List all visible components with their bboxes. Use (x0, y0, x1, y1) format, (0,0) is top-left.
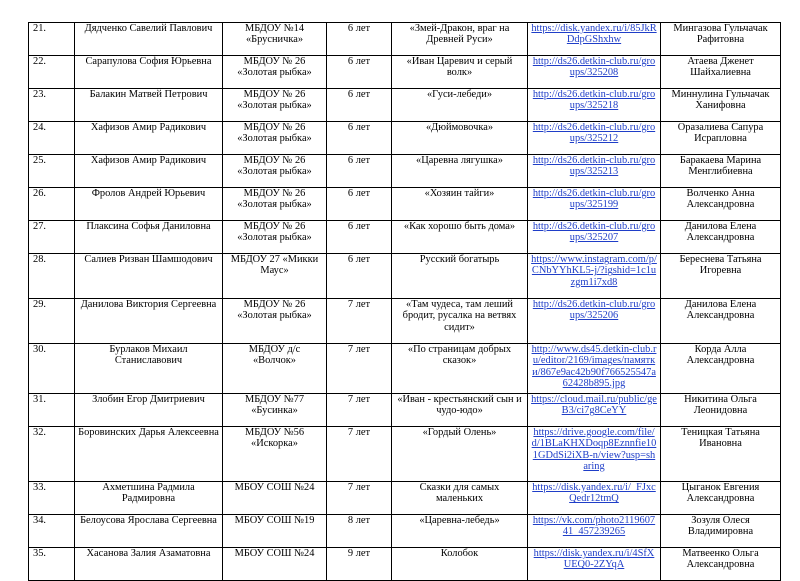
age: 6 лет (347, 89, 371, 100)
work-title: Сказки для самых маленьких (419, 482, 500, 505)
age-cell (327, 221, 392, 254)
age-cell (327, 89, 392, 122)
child-name: Хафизов Амир Радикович (90, 155, 207, 166)
teacher-name-cell (661, 427, 781, 482)
work-link-cell (528, 122, 661, 155)
work-title: «Царевна-лебедь» (419, 515, 500, 526)
work-link[interactable]: http://www.ds45.detkin-club.ru/editor/2169/images/памятки/867e9ac42b90f766525547a62428b895.jpg (531, 344, 657, 390)
child-name-cell (75, 427, 223, 482)
work-link-cell (528, 221, 661, 254)
work-link-cell (528, 482, 661, 515)
work-link-cell (528, 56, 661, 89)
child-name-cell (75, 482, 223, 515)
work-link-cell (528, 394, 661, 427)
work-link[interactable]: https://www.instagram.com/p/CNbYYhKL5-j/?igshid=1c1uzgm1i7xd8 (531, 254, 657, 288)
row-number: 30. (33, 344, 46, 355)
child-name-cell (75, 89, 223, 122)
row-number: 34. (33, 515, 46, 526)
child-name: Ахметшина Радмила Радмировна (102, 482, 195, 505)
teacher-name: Матвеенко Ольга Александровна (682, 548, 759, 571)
work-link[interactable]: https://disk.yandex.ru/i/4SfXUEQ0-2ZYqA (533, 548, 655, 571)
teacher-name: Атаева Дженет Шайхалиевна (687, 56, 754, 79)
work-title-cell (392, 482, 528, 515)
work-title: «Иван Царевич и серый волк» (406, 56, 513, 79)
organization: МБОУ СОШ №19 (234, 515, 315, 526)
age-cell (327, 56, 392, 89)
work-title-cell (392, 188, 528, 221)
teacher-name: Данилова Елена Александровна (684, 299, 757, 322)
age: 6 лет (347, 122, 371, 133)
child-name-cell (75, 56, 223, 89)
work-title-cell (392, 254, 528, 299)
child-name: Балакин Матвей Петрович (89, 89, 208, 100)
row-number: 29. (33, 299, 46, 310)
organization: МБОУ СОШ №24 (234, 482, 315, 493)
row-number: 35. (33, 548, 46, 559)
work-link-cell (528, 188, 661, 221)
teacher-name: Цыганок Евгения Александровна (681, 482, 760, 505)
organization-cell (223, 23, 327, 56)
work-link-cell (528, 155, 661, 188)
row-number: 32. (33, 427, 46, 438)
work-title: Колобок (440, 548, 479, 559)
row-number-cell (29, 548, 75, 581)
work-link[interactable]: https://drive.google.com/file/d/1BLaKHXDoqp8Eznnfie101GDdSi2iXB-n/view?usp=sharing (531, 427, 657, 473)
age: 9 лет (347, 548, 371, 559)
age-cell (327, 515, 392, 548)
work-link-cell (528, 548, 661, 581)
child-name: Белоусова Ярослава Сергеевна (80, 515, 217, 526)
participants-table (28, 22, 781, 581)
table-row (29, 548, 781, 581)
age: 6 лет (347, 221, 371, 232)
table-row (29, 344, 781, 394)
work-link[interactable]: http://ds26.detkin-club.ru/groups/325199 (532, 188, 656, 211)
row-number-cell (29, 188, 75, 221)
age-cell (327, 548, 392, 581)
teacher-name: Корда Алла Александровна (686, 344, 755, 367)
teacher-name: Теницкая Татьяна Ивановна (681, 427, 760, 450)
age: 7 лет (347, 394, 371, 405)
work-title: «По страницам добрых сказок» (407, 344, 512, 367)
row-number: 28. (33, 254, 46, 265)
work-link[interactable]: http://ds26.detkin-club.ru/groups/325206 (532, 299, 656, 322)
organization-cell (223, 344, 327, 394)
organization: МБДОУ д/с «Волчок» (248, 344, 301, 367)
row-number-cell (29, 155, 75, 188)
age-cell (327, 344, 392, 394)
row-number-cell (29, 515, 75, 548)
age-cell (327, 482, 392, 515)
age-cell (327, 122, 392, 155)
age: 6 лет (347, 56, 371, 67)
work-title: Русский богатырь (419, 254, 500, 265)
work-title: «Хозяин тайги» (424, 188, 495, 199)
organization: МБДОУ №77 «Бусинка» (244, 394, 305, 417)
age: 7 лет (347, 482, 371, 493)
table-row (29, 482, 781, 515)
work-title-cell (392, 155, 528, 188)
teacher-name: Зозуля Олеся Владимировна (687, 515, 754, 538)
age: 7 лет (347, 344, 371, 355)
table-row (29, 155, 781, 188)
teacher-name-cell (661, 221, 781, 254)
work-title-cell (392, 299, 528, 344)
work-link[interactable]: http://ds26.detkin-club.ru/groups/325213 (532, 155, 656, 178)
teacher-name: Баракаева Марина Менглибиевна (679, 155, 762, 178)
work-title: «Гордый Олень» (422, 427, 497, 438)
work-link-cell (528, 427, 661, 482)
teacher-name-cell (661, 299, 781, 344)
child-name-cell (75, 122, 223, 155)
table-row (29, 299, 781, 344)
work-link[interactable]: https://disk.yandex.ru/i/_FJxcQedr12tmQ (532, 482, 656, 505)
work-title: «Гуси-лебеди» (426, 89, 493, 100)
organization: МБДОУ №14 «Брусничка» (244, 23, 305, 46)
organization-cell (223, 548, 327, 581)
work-title: «Иван - крестьянский сын и чудо-юдо» (397, 394, 522, 417)
work-link-cell (528, 344, 661, 394)
work-title: «Дюймовочка» (425, 122, 494, 133)
age-cell (327, 427, 392, 482)
organization: МБДОУ № 26 «Золотая рыбка» (237, 299, 312, 322)
row-number: 31. (33, 394, 46, 405)
table-row (29, 515, 781, 548)
row-number: 26. (33, 188, 46, 199)
child-name: Салиев Ризван Шамшодович (84, 254, 213, 265)
work-link-cell (528, 515, 661, 548)
age-cell (327, 188, 392, 221)
work-title-cell (392, 122, 528, 155)
work-title-cell (392, 427, 528, 482)
child-name: Фролов Андрей Юрьевич (91, 188, 206, 199)
row-number: 25. (33, 155, 46, 166)
organization-cell (223, 155, 327, 188)
organization-cell (223, 254, 327, 299)
child-name-cell (75, 254, 223, 299)
child-name-cell (75, 299, 223, 344)
row-number: 27. (33, 221, 46, 232)
age-cell (327, 254, 392, 299)
child-name: Сарапулова София Юрьевна (85, 56, 212, 67)
teacher-name-cell (661, 155, 781, 188)
child-name-cell (75, 155, 223, 188)
work-title: «Там чудеса, там леший бродит, русалка на ветвях сидит» (402, 299, 517, 333)
work-title: «Как хорошо быть дома» (403, 221, 516, 232)
work-link[interactable]: https://cloud.mail.ru/public/geB3/ci7g8CeYY (531, 394, 657, 417)
teacher-name-cell (661, 254, 781, 299)
table-row (29, 394, 781, 427)
organization: МБДОУ 27 «Микки Маус» (230, 254, 319, 277)
age: 6 лет (347, 23, 371, 34)
organization-cell (223, 427, 327, 482)
age: 6 лет (347, 155, 371, 166)
teacher-name: Никитина Ольга Леонидовна (684, 394, 757, 417)
row-number: 23. (33, 89, 46, 100)
organization: МБДОУ № 26 «Золотая рыбка» (237, 122, 312, 145)
work-title-cell (392, 394, 528, 427)
teacher-name: Миннулина Гульчачак Ханифовна (671, 89, 770, 112)
table-row (29, 221, 781, 254)
age: 7 лет (347, 299, 371, 310)
row-number-cell (29, 89, 75, 122)
organization: МБДОУ № 26 «Золотая рыбка» (237, 155, 312, 178)
table-row (29, 23, 781, 56)
organization: МБДОУ № 26 «Золотая рыбка» (237, 89, 312, 112)
organization-cell (223, 122, 327, 155)
child-name-cell (75, 221, 223, 254)
age-cell (327, 394, 392, 427)
teacher-name: Волченко Анна Александровна (686, 188, 755, 211)
table-row (29, 56, 781, 89)
table-row (29, 254, 781, 299)
teacher-name-cell (661, 89, 781, 122)
teacher-name-cell (661, 122, 781, 155)
row-number: 24. (33, 122, 46, 133)
table-row (29, 89, 781, 122)
table-row (29, 122, 781, 155)
teacher-name: Береснева Татьяна Игоревна (679, 254, 762, 277)
teacher-name-cell (661, 394, 781, 427)
organization-cell (223, 221, 327, 254)
teacher-name-cell (661, 23, 781, 56)
row-number-cell (29, 122, 75, 155)
work-link[interactable]: http://ds26.detkin-club.ru/groups/325212 (532, 122, 656, 145)
teacher-name-cell (661, 515, 781, 548)
work-link[interactable]: https://disk.yandex.ru/i/85JkRDdpGShxhw (531, 23, 657, 46)
row-number-cell (29, 56, 75, 89)
teacher-name-cell (661, 344, 781, 394)
organization-cell (223, 89, 327, 122)
age: 6 лет (347, 188, 371, 199)
organization: МБДОУ №56 «Искорка» (244, 427, 305, 450)
teacher-name-cell (661, 188, 781, 221)
child-name-cell (75, 23, 223, 56)
organization-cell (223, 188, 327, 221)
organization: МБОУ СОШ №24 (234, 548, 315, 559)
teacher-name-cell (661, 56, 781, 89)
row-number: 33. (33, 482, 46, 493)
row-number-cell (29, 221, 75, 254)
work-link[interactable]: http://ds26.detkin-club.ru/groups/325218 (532, 89, 656, 112)
table-row (29, 188, 781, 221)
organization-cell (223, 394, 327, 427)
row-number-cell (29, 23, 75, 56)
child-name: Злобин Егор Дмитриевич (92, 394, 205, 405)
row-number: 22. (33, 56, 46, 67)
age: 6 лет (347, 254, 371, 265)
child-name: Хасанова Залия Азаматовна (86, 548, 211, 559)
row-number-cell (29, 299, 75, 344)
child-name-cell (75, 515, 223, 548)
table-row (29, 427, 781, 482)
child-name-cell (75, 548, 223, 581)
document-page (28, 22, 780, 581)
child-name-cell (75, 344, 223, 394)
row-number-cell (29, 254, 75, 299)
organization: МБДОУ № 26 «Золотая рыбка» (237, 56, 312, 79)
work-title-cell (392, 515, 528, 548)
age: 7 лет (347, 427, 371, 438)
age-cell (327, 23, 392, 56)
organization: МБДОУ № 26 «Золотая рыбка» (237, 188, 312, 211)
work-title-cell (392, 344, 528, 394)
age-cell (327, 155, 392, 188)
work-link-cell (528, 254, 661, 299)
organization-cell (223, 482, 327, 515)
row-number-cell (29, 482, 75, 515)
row-number-cell (29, 427, 75, 482)
work-link-cell (528, 89, 661, 122)
work-title-cell (392, 89, 528, 122)
organization-cell (223, 56, 327, 89)
child-name: Хафизов Амир Радикович (90, 122, 207, 133)
child-name: Дядченко Савелий Павлович (84, 23, 213, 34)
child-name: Боровинских Дарья Алексеевна (78, 427, 219, 438)
work-link-cell (528, 299, 661, 344)
work-title-cell (392, 23, 528, 56)
work-link[interactable]: https://vk.com/photo211960741_457239265 (532, 515, 656, 538)
work-title-cell (392, 548, 528, 581)
organization-cell (223, 515, 327, 548)
table-body (29, 23, 781, 581)
age-cell (327, 299, 392, 344)
child-name: Бурлаков Михаил Станиславович (109, 344, 188, 367)
child-name: Плаксина Софья Даниловна (86, 221, 211, 232)
row-number: 21. (33, 23, 46, 34)
teacher-name: Данилова Елена Александровна (684, 221, 757, 244)
work-link-cell (528, 23, 661, 56)
child-name-cell (75, 188, 223, 221)
child-name: Данилова Виктория Сергеевна (80, 299, 217, 310)
work-title: «Царевна лягушка» (416, 155, 503, 166)
teacher-name-cell (661, 482, 781, 515)
teacher-name: Оразалиева Сапура Исрапловна (677, 122, 764, 145)
organization-cell (223, 299, 327, 344)
child-name-cell (75, 394, 223, 427)
work-link[interactable]: http://ds26.detkin-club.ru/groups/325208 (532, 56, 656, 79)
row-number-cell (29, 394, 75, 427)
work-title: «Змей-Дракон, враг на Древней Руси» (409, 23, 510, 46)
teacher-name: Мингазова Гульчачак Рафитовна (673, 23, 768, 46)
organization: МБДОУ № 26 «Золотая рыбка» (237, 221, 312, 244)
age: 8 лет (347, 515, 371, 526)
row-number-cell (29, 344, 75, 394)
work-link[interactable]: http://ds26.detkin-club.ru/groups/325207 (532, 221, 656, 244)
teacher-name-cell (661, 548, 781, 581)
work-title-cell (392, 221, 528, 254)
work-title-cell (392, 56, 528, 89)
